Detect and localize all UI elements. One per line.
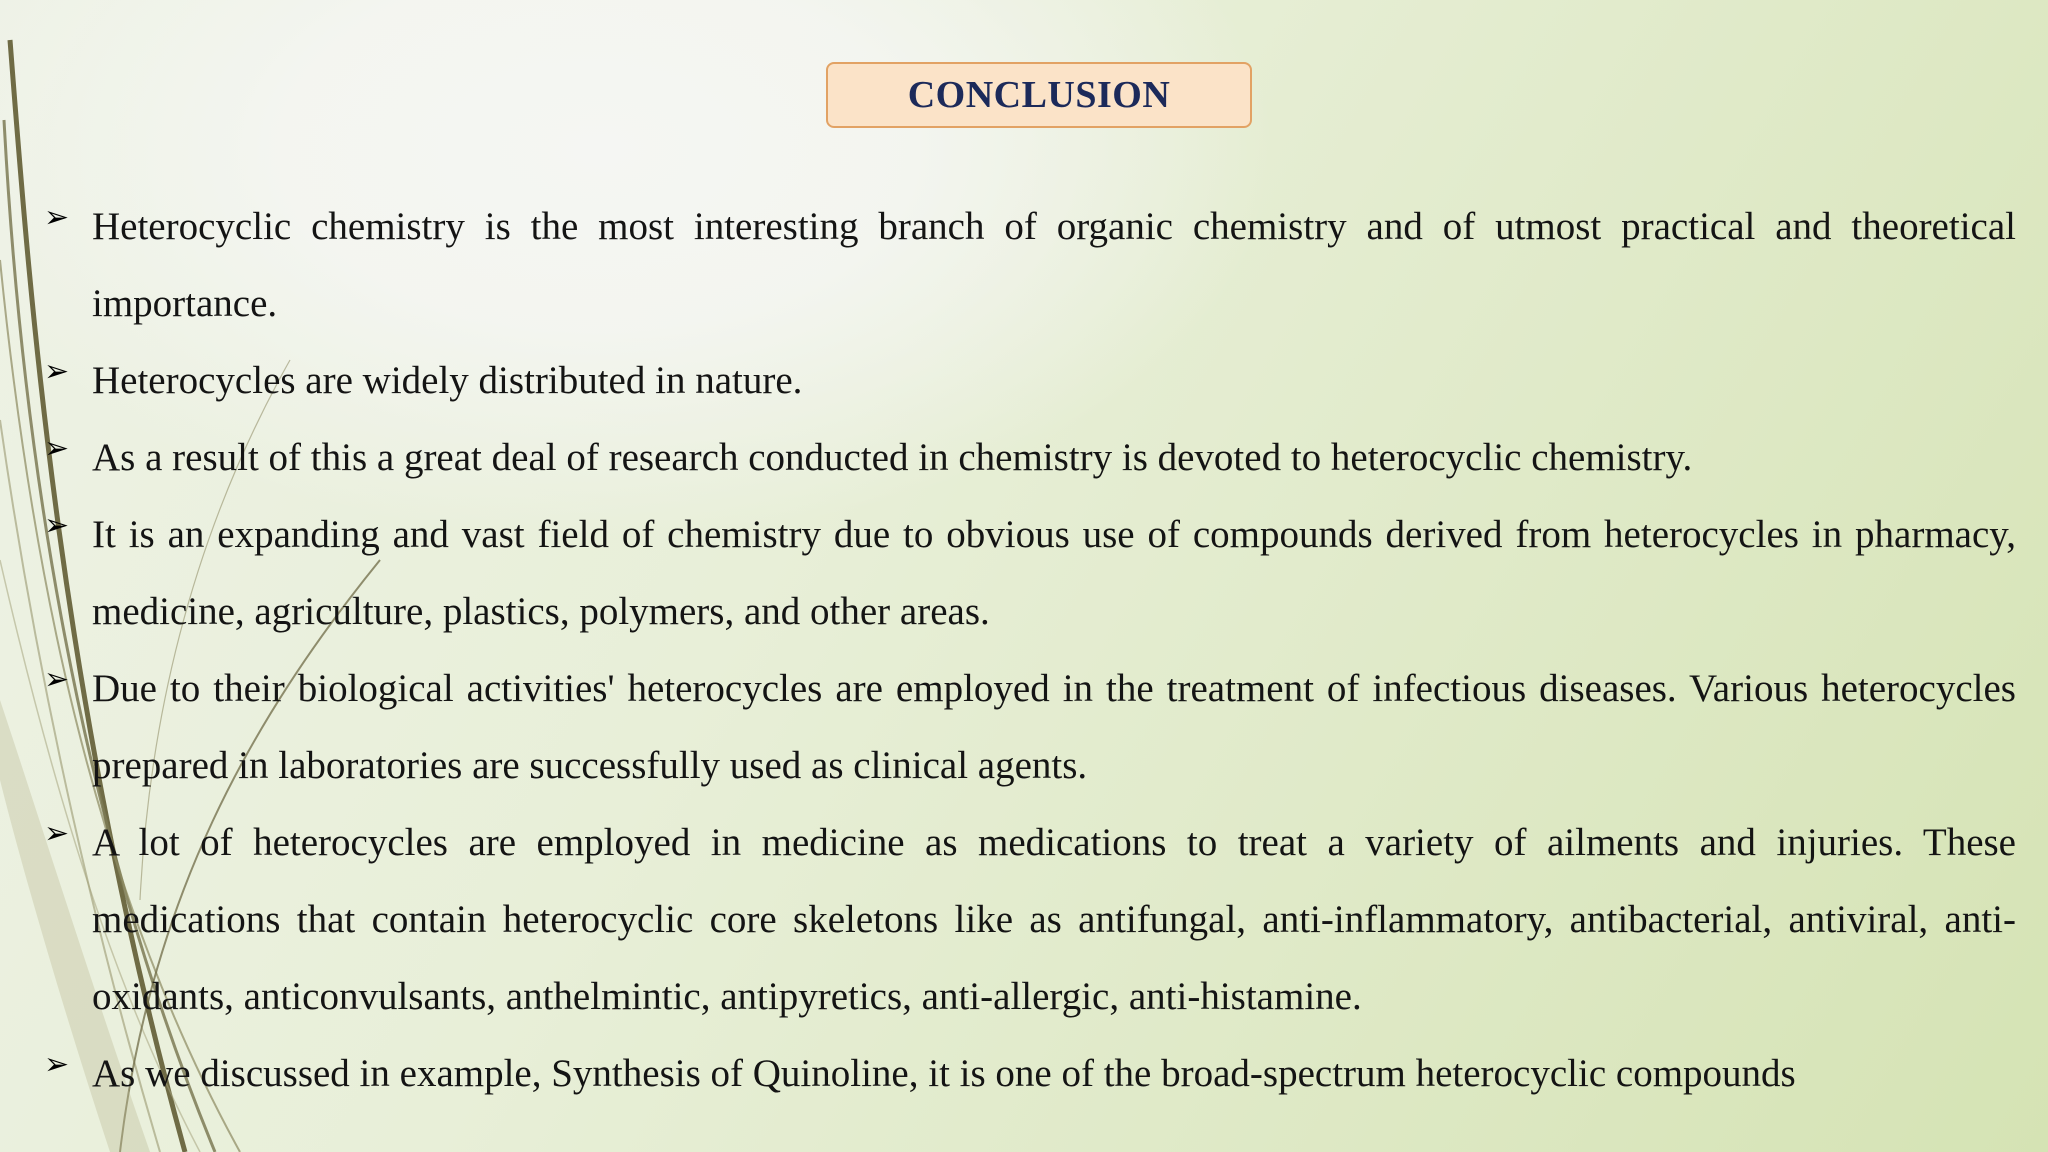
arrow-bullet-icon: ➢ (44, 354, 70, 389)
bullet-item (44, 496, 2016, 650)
arrow-bullet-icon: ➢ (44, 816, 70, 851)
bullet-text: Heterocyclic chemistry is the most interesting branch of organic chemistry and of utmost practical and theoretical importance. (92, 205, 2016, 325)
bullet-item (44, 342, 2016, 419)
bullet-text: Heterocycles are widely distributed in nature. (92, 359, 803, 402)
arrow-bullet-icon: ➢ (44, 431, 70, 466)
slide-title: CONCLUSION (907, 74, 1171, 116)
bullet-list (44, 188, 2016, 1112)
bullet-item (44, 1035, 2016, 1112)
bullet-item (44, 188, 2016, 342)
bullet-item (44, 419, 2016, 496)
arrow-bullet-icon: ➢ (44, 508, 70, 543)
arrow-bullet-icon: ➢ (44, 662, 70, 697)
bullet-text: A lot of heterocycles are employed in medicine as medications to treat a variety of ailments and injuries. These medications that contain heterocyclic core skeletons like as antifungal, anti-inflammatory, antibacterial, antiviral, anti-oxidants, anticonvulsants, anthelmintic, antipyretics, anti-allergic, anti-histamine. (92, 821, 2016, 1018)
bullet-text: As a result of this a great deal of research conducted in chemistry is devoted to heterocyclic chemistry. (92, 436, 1693, 479)
bullet-item (44, 804, 2016, 1035)
bullet-text: As we discussed in example, Synthesis of Quinoline, it is one of the broad-spectrum heterocyclic compounds (92, 1052, 1796, 1095)
bullet-text: It is an expanding and vast field of chemistry due to obvious use of compounds derived from heterocycles in pharmacy, medicine, agriculture, plastics, polymers, and other areas. (92, 513, 2016, 633)
title-box (826, 62, 1252, 128)
arrow-bullet-icon: ➢ (44, 1047, 70, 1082)
bullet-item (44, 650, 2016, 804)
arrow-bullet-icon: ➢ (44, 200, 70, 235)
bullet-text: Due to their biological activities' heterocycles are employed in the treatment of infectious diseases. Various heterocycles prepared in laboratories are successfully used as clinical agents. (92, 667, 2016, 787)
